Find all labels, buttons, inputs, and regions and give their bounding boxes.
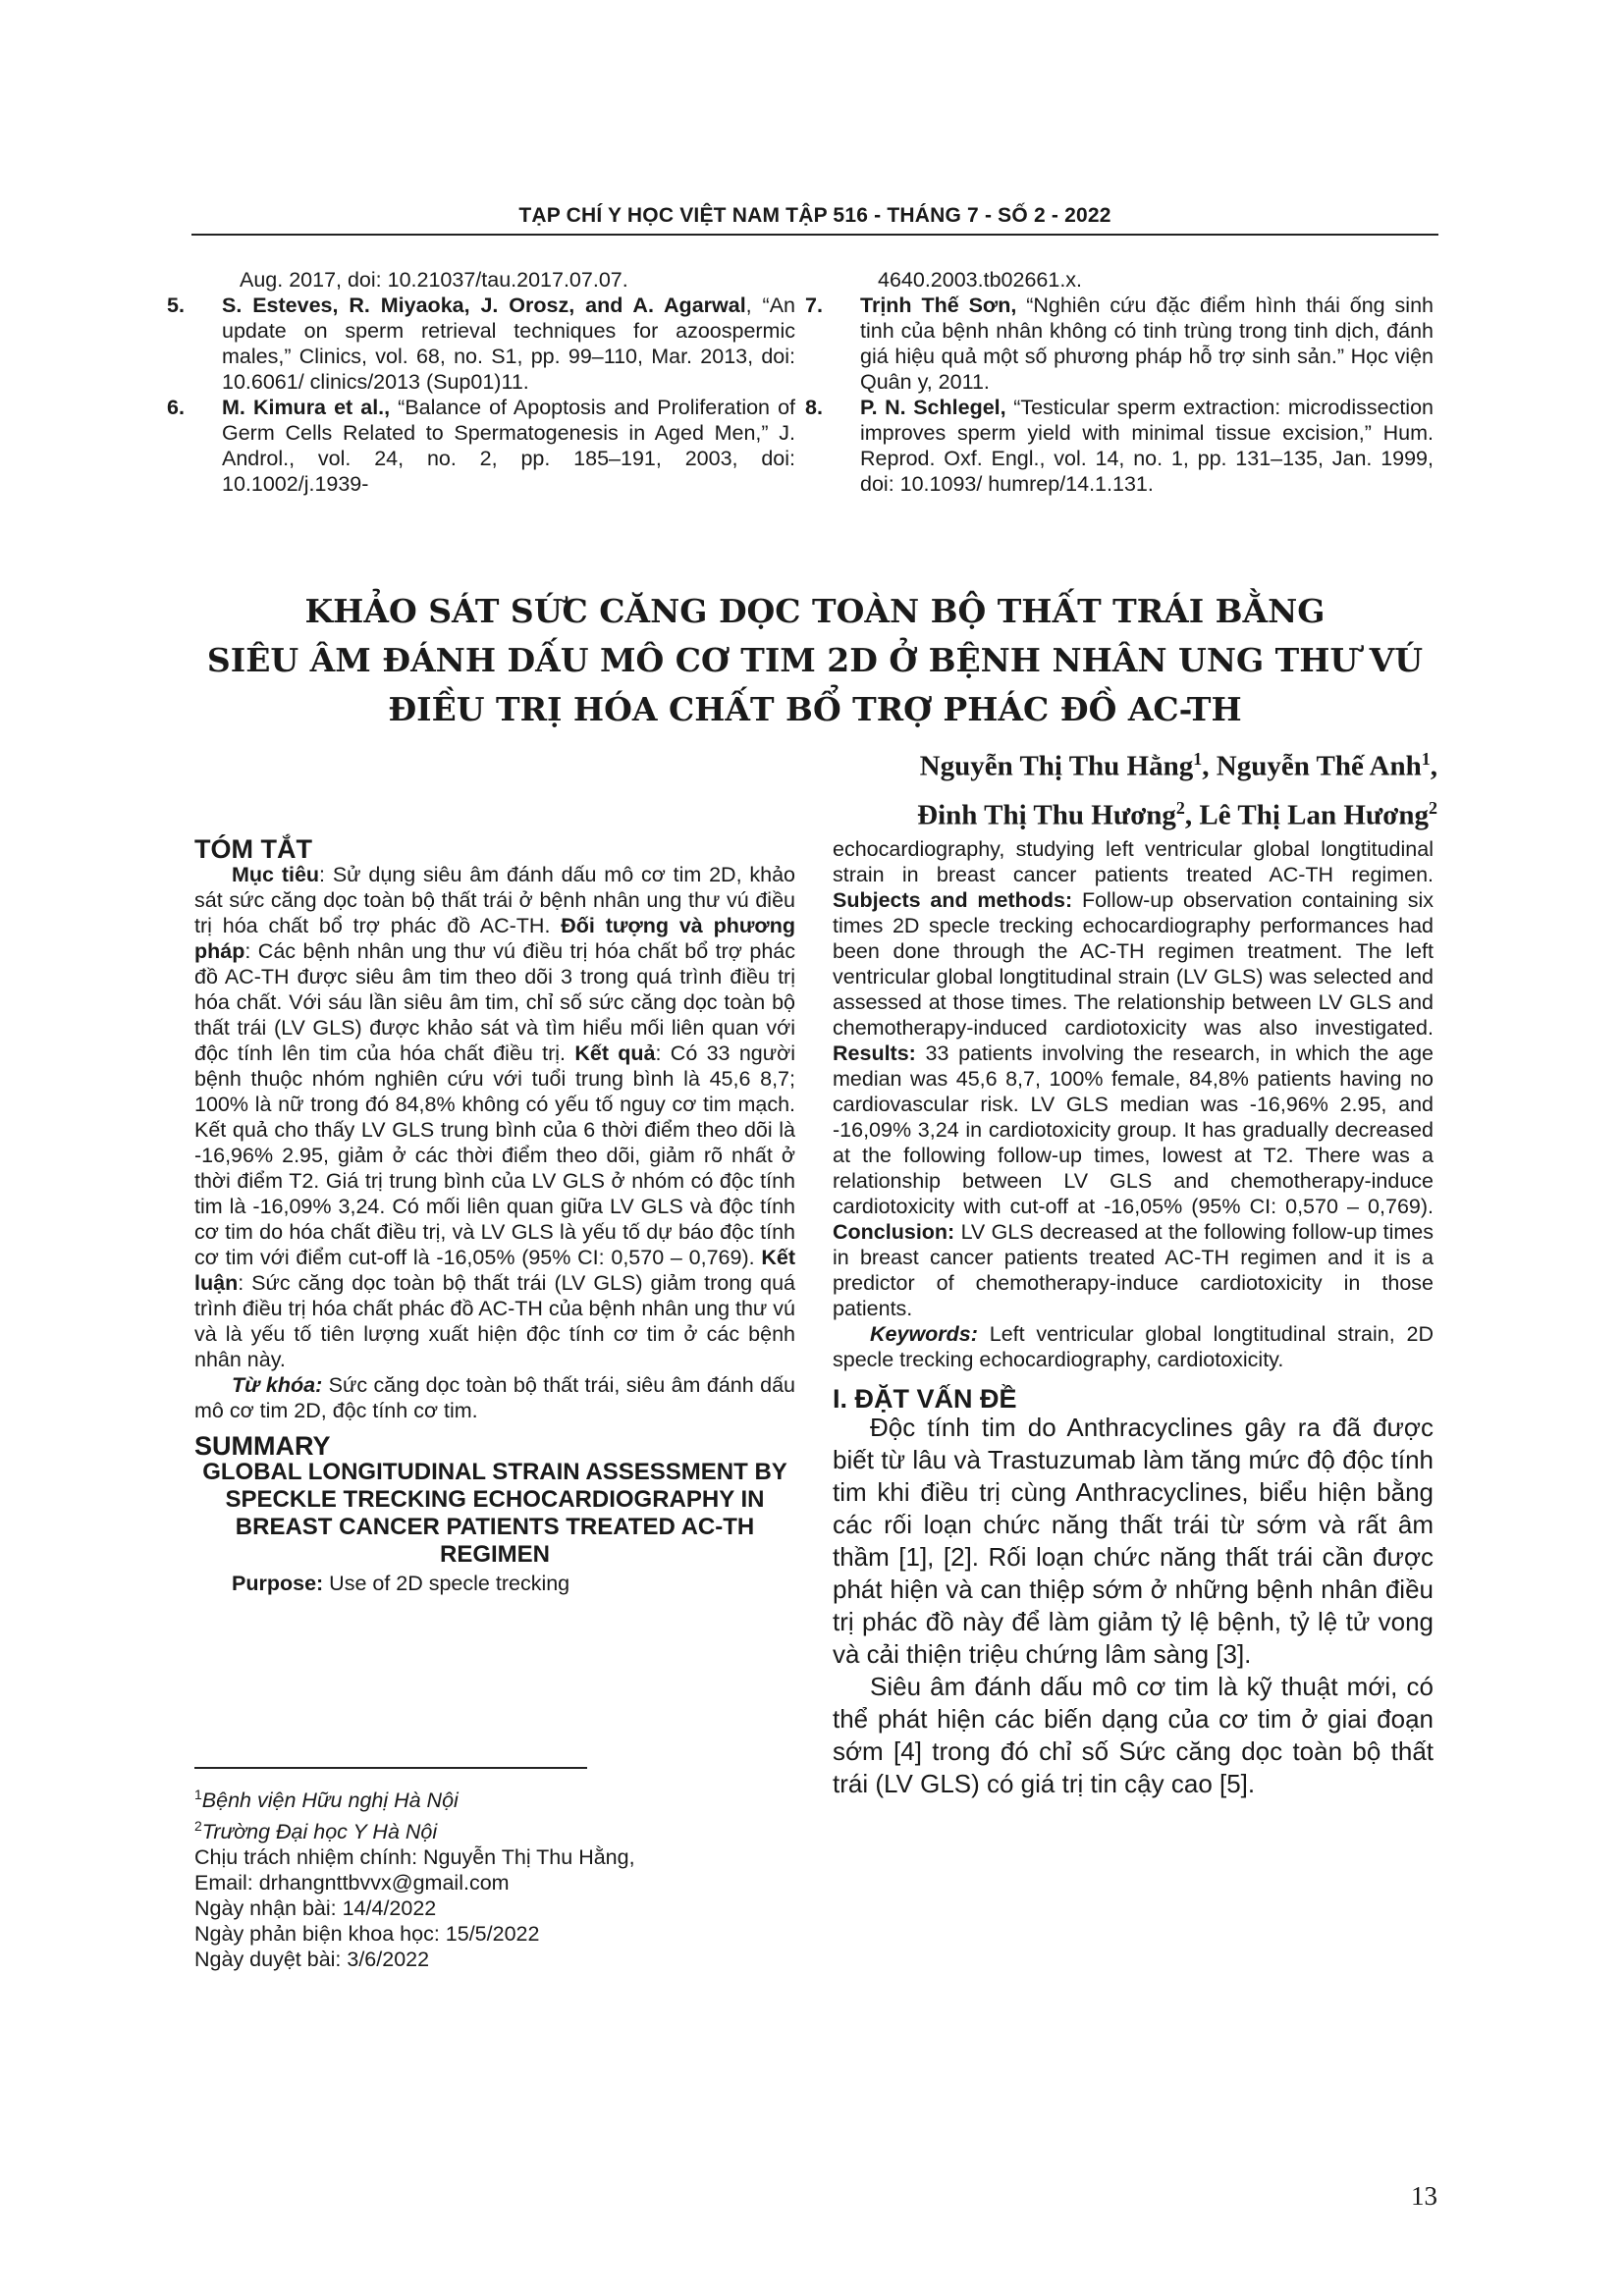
footnote-affiliation-1: $^1$Bệnh viện Hữu nghị Hà Nội — [194, 1787, 459, 1813]
footnote-affiliation-2: $^2$Trường Đại học Y Hà Nội — [194, 1818, 438, 1844]
author-line-2: Đinh Thị Thu Hương$^2$, Lê Thị Lan Hương$^2$ — [917, 797, 1437, 831]
title-line-3: ĐIỀU TRỊ HÓA CHẤT BỔ TRỢ PHÁC ĐỒ AC-TH — [388, 690, 1242, 728]
footnote-rule — [194, 1767, 587, 1769]
reference-5: 5. S. Esteves, R. Miyaoka, J. Orosz, and A. Agarwal, “An update on sperm retrieval techniques for azoospermic males,” Clinics, vol. 68, no. S1, pp. 99–110, Mar. 2013, doi: 10.6061/ clinics/2013 (Sup01)11. — [167, 294, 795, 394]
introduction-heading: I. ĐẶT VẤN ĐỀ — [833, 1384, 1017, 1414]
reference-6: 6. M. Kimura et al., “Balance of Apoptosis and Proliferation of Germ Cells Related to Spermatogenesis in Aged Men,” J. Androl., vol. 24, no. 2, pp. 185–191, 2003, doi: 10.1002/j.1939- — [167, 396, 795, 496]
summary-heading: SUMMARY — [194, 1431, 331, 1461]
footnote-corresponding: Chịu trách nhiệm chính: Nguyễn Thị Thu Hằng, — [194, 1845, 635, 1870]
footnote-email: Email: drhangnttbvvx@gmail.com — [194, 1871, 510, 1896]
abstract-vi-heading: TÓM TẮT — [194, 834, 312, 864]
journal-header: TẠP CHÍ Y HỌC VIỆT NAM TẬP 516 - THÁNG 7 - SỐ 2 - 2022 — [518, 204, 1111, 227]
abstract-vi-text: Mục tiêu: Sử dụng siêu âm đánh dấu mô cơ tim 2D, khảo sát sức căng dọc toàn bộ thất trái ở bệnh nhân ung thư vú điều trị hóa chất bổ trợ phác đồ AC-TH. Đối tượng và phương pháp: Các bệnh nhân ung thư vú điều trị hóa chất bổ trợ phác đồ AC-TH được siêu âm tim theo dõi 3 trong quá trình điều trị hóa chất. Với sáu lần siêu âm tim, chỉ số sức căng dọc toàn bộ thất trái (LV GLS) được khảo sát và tìm hiểu mối liên quan với độc tính lên tim của hóa chất điều trị. Kết quả: Có 33 người bệnh thuộc nhóm nghiên cứu với tuổi trung bình là 45,6 8,7; 100% là nữ trong đó 84,8% không có yếu tố nguy cơ tim mạch. Kết quả cho thấy LV GLS trung bình của 6 thời điểm theo dõi là -16,96% 2.95, giảm ở các thời điểm theo dõi, giảm rõ nhất ở thời điểm T2. Giá trị trung bình của LV GLS ở nhóm có độc tính tim là -16,09% 3,24. Có mối liên quan giữa LV GLS và độc tính cơ tim do hóa chất điều trị, và LV GLS là yếu tố dự báo độc tính cơ tim với điểm cut-off là -16,05% (95% CI: 0,570 – 0,769). Kết luận: Sức căng dọc toàn bộ thất trái (LV GLS) giảm trong quá trình điều trị hóa chất phác đồ AC-TH của bệnh nhân ung thư vú và là yếu tố tiên lượng xuất hiện độc tính cơ tim ở các bệnh nhân này. — [194, 863, 796, 1371]
references-left — [167, 267, 795, 497]
references-right — [805, 267, 1434, 497]
reference-6-continued: 4640.2003.tb02661.x. — [878, 268, 1083, 292]
summary-purpose: Purpose: Use of 2D specle trecking — [232, 1572, 570, 1595]
left-body-column — [194, 836, 795, 1596]
summary-keywords: Keywords: Left ventricular global longtitudinal strain, 2D specle trecking echocardiography, cardiotoxicity. — [833, 1322, 1434, 1371]
introduction-paragraph-1: Độc tính tim do Anthracyclines gây ra đã được biết từ lâu và Trastuzumab làm tăng mức độ độc tính tim khi điều trị cùng Anthracyclines, biểu hiện bằng các rối loạn chức năng thất trái từ sớm và rất âm thầm [1], [2]. Rối loạn chức năng thất trái cần được phát hiện và can thiệp sớm ở những bệnh nhân điều trị phác đồ này để làm giảm tỷ lệ bệnh, tỷ lệ tử vong và cải thiện triệu chứng lâm sàng [3]. — [833, 1413, 1434, 1669]
footnote-reviewed: Ngày phản biện khoa học: 15/5/2022 — [194, 1922, 540, 1947]
reference-7: 7. Trịnh Thế Sơn, “Nghiên cứu đặc điểm hình thái ống sinh tinh của bệnh nhân không có tinh trùng trong tinh dịch, đánh giá hiệu quả một số phương pháp hỗ trợ sinh sản.” Học viện Quân y, 2011. — [805, 294, 1434, 394]
reference-8: 8. P. N. Schlegel, “Testicular sperm extraction: microdissection improves sperm yield with minimal tissue excision,” Hum. Reprod. Oxf. Engl., vol. 14, no. 1, pp. 131–135, Jan. 1999, doi: 10.1093/ humrep/14.1.131. — [805, 396, 1434, 496]
page-number: 13 — [1411, 2181, 1437, 2211]
article-title — [191, 587, 1438, 734]
footnote-accepted: Ngày duyệt bài: 3/6/2022 — [194, 1948, 430, 1972]
author-list — [917, 738, 1437, 835]
author-line-1: Nguyễn Thị Thu Hằng$^1$, Nguyễn Thế Anh$^1$, — [919, 749, 1437, 782]
footnotes — [194, 1782, 803, 1972]
summary-title: GLOBAL LONGITUDINAL STRAIN ASSESSMENT BY SPECKLE TRECKING ECHOCARDIOGRAPHY IN BREAST CANCER PATIENTS TREATED AC-TH REGIMEN — [202, 1459, 787, 1568]
abstract-vi-keywords: Từ khóa: Sức căng dọc toàn bộ thất trái, siêu âm đánh dấu mô cơ tim 2D, độc tính cơ tim. — [194, 1373, 795, 1422]
title-line-1: KHẢO SÁT SỨC CĂNG DỌC TOÀN BỘ THẤT TRÁI BẰNG — [304, 592, 1326, 630]
footnote-received: Ngày nhận bài: 14/4/2022 — [194, 1896, 437, 1921]
header-rule — [191, 234, 1438, 236]
introduction-paragraph-2: Siêu âm đánh dấu mô cơ tim là kỹ thuật mới, có thể phát hiện các biến dạng của cơ tim ở giai đoạn sớm [4] trong đó chỉ số Sức căng dọc toàn bộ thất trái (LV GLS) có giá trị tin cậy cao [5]. — [833, 1672, 1434, 1798]
summary-text: echocardiography, studying left ventricular global longtitudinal strain in breast cancer patients treated AC-TH regimen. Subjects and methods: Follow-up observation containing six times 2D specle trecking echocardiography performances had been done through the AC-TH regimen treatment. The left ventricular global longtitudinal strain (LV GLS) was selected and assessed at those times. The relationship between LV GLS and chemotherapy-induced cardiotoxicity was also investigated. Results: 33 patients involving the research, in which the age median was 45,6 8,7, 100% female, 84,8% patients having no cardiovascular risk. LV GLS median was -16,96% 2.95, and -16,09% 3,24 in cardiotoxicity group. It has gradually decreased at the following follow-up times, lowest at T2. There was a relationship between LV GLS and chemotherapy-induce cardiotoxicity with cut-off at -16,05% (95% CI: 0,570 – 0,769). Conclusion: LV GLS decreased at the following follow-up times in breast cancer patients treated AC-TH regimen and it is a predictor of chemotherapy-induce cardiotoxicity in those patients. — [833, 837, 1434, 1320]
right-body-column — [833, 836, 1434, 1800]
title-line-2: SIÊU ÂM ĐÁNH DẤU MÔ CƠ TIM 2D Ở BỆNH NHÂN UNG THƯ VÚ — [206, 641, 1424, 679]
reference-4-continued: Aug. 2017, doi: 10.21037/tau.2017.07.07. — [240, 268, 628, 292]
